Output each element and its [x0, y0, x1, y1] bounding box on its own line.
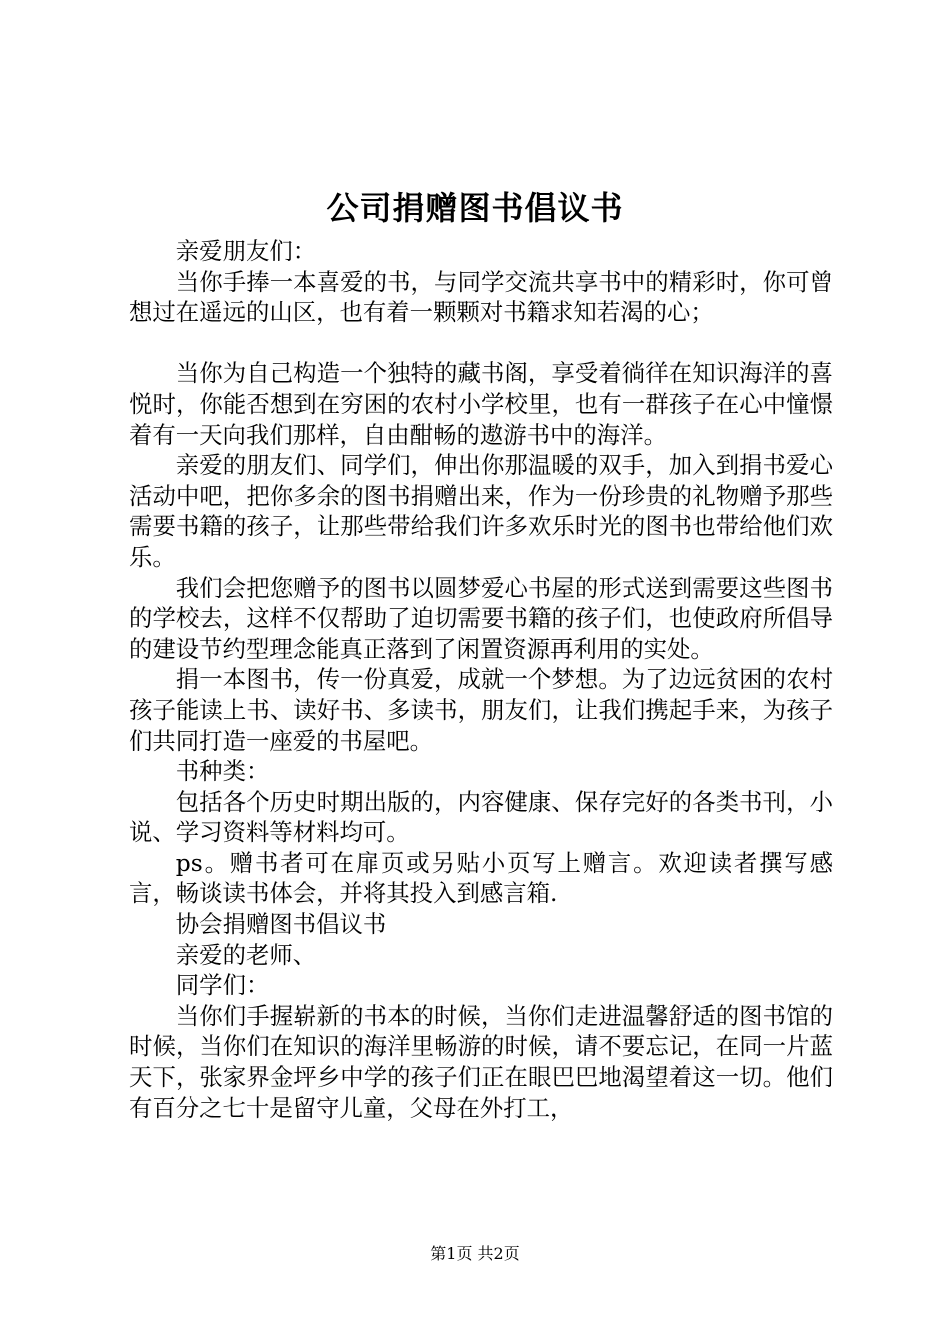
body-paragraph: ps。赠书者可在扉页或另贴小页写上赠言。欢迎读者撰写感言，畅谈读书体会，并将其投入到感言箱.	[129, 848, 833, 908]
body-paragraph: 当你为自己构造一个独特的藏书阁，享受着徜徉在知识海洋的喜悦时，你能否想到在穷困的农村小学校里，也有一群孩子在心中憧憬着有一天向我们那样，自由酣畅的遨游书中的海洋。	[129, 359, 833, 449]
body-paragraph: 亲爱的朋友们、同学们，伸出你那温暖的双手，加入到捐书爱心活动中吧，把你多余的图书捐赠出来，作为一份珍贵的礼物赠予那些需要书籍的孩子，让那些带给我们许多欢乐时光的图书也带给他们欢乐。	[129, 451, 833, 571]
body-paragraph: 当你们手握崭新的书本的时候，当你们走进温馨舒适的图书馆的时候，当你们在知识的海洋里畅游的时候，请不要忘记，在同一片蓝天下，张家界金坪乡中学的孩子们正在眼巴巴地渴望着这一切。他们有百分之七十是留守儿童，父母在外打工，	[129, 1001, 833, 1122]
page-footer	[0, 1243, 950, 1265]
body-paragraph: 当你手捧一本喜爱的书，与同学交流共享书中的精彩时，你可曾想过在遥远的山区，也有着一颗颗对书籍求知若渴的心；	[129, 267, 833, 327]
page-number: 第1页	[430, 1244, 473, 1263]
salutation: 亲爱的老师、	[175, 940, 317, 969]
second-title: 协会捐赠图书倡议书	[175, 910, 387, 939]
body-paragraph: 包括各个历史时期出版的，内容健康、保存完好的各类书刊，小说、学习资料等材料均可。	[129, 787, 833, 847]
page-total: 共2页	[477, 1244, 520, 1263]
document-title: 公司捐赠图书倡议书	[326, 189, 624, 227]
salutation: 亲爱朋友们：	[175, 237, 317, 265]
document-body	[129, 236, 833, 1123]
body-paragraph: 我们会把您赠予的图书以圆梦爱心书屋的形式送到需要这些图书的学校去，这样不仅帮助了迫切需要书籍的孩子们，也使政府所倡导的建设节约型理念能真正落到了闲置资源再利用的实处。	[129, 573, 833, 663]
body-paragraph: 捐一本图书，传一份真爱，成就一个梦想。为了边远贫困的农村孩子能读上书、读好书、多读书，朋友们，让我们携起手来，为孩子们共同打造一座爱的书屋吧。	[129, 665, 833, 755]
section-heading: 书种类：	[175, 757, 270, 786]
salutation: 同学们：	[175, 971, 270, 1000]
